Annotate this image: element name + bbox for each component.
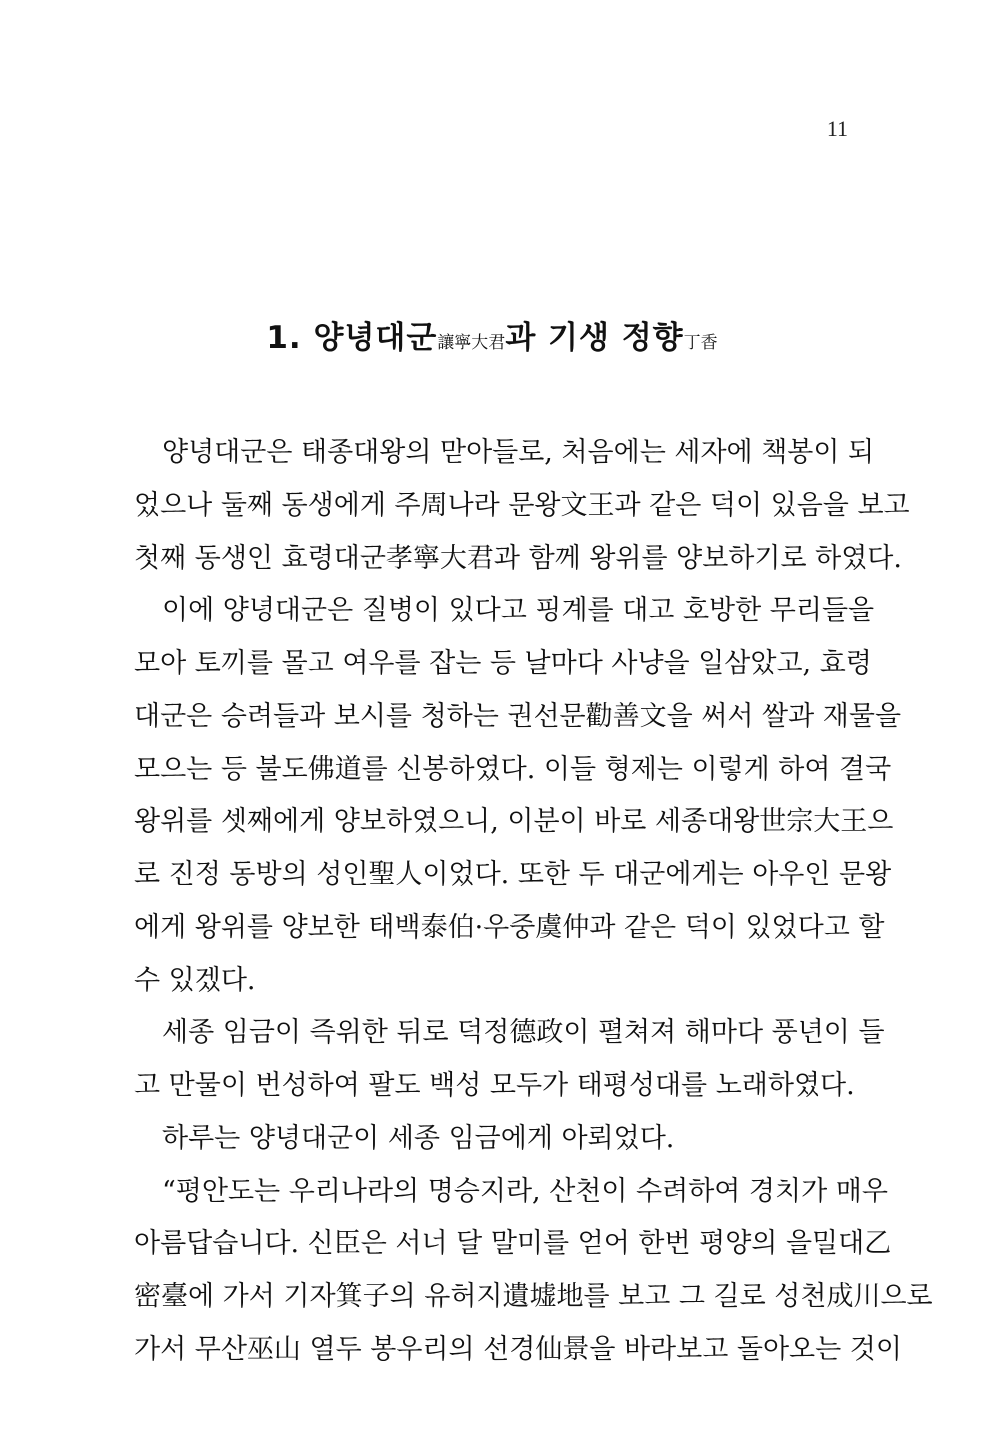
- text-line: “평안도는 우리나라의 명승지라, 산천이 수려하여 경치가 매우: [162, 1175, 888, 1207]
- text-line: 세종 임금이 즉위한 뒤로 덕정德政이 펼쳐져 해마다 풍년이 들: [162, 1017, 885, 1049]
- text-line: 로 진정 동방의 성인聖人이었다. 또한 두 대군에게는 아우인 문왕: [134, 859, 892, 890]
- text-line: 첫째 동생인 효령대군孝寧大君과 함께 왕위를 양보하기로 하였다.: [134, 542, 902, 574]
- text-line: 수 있겠다.: [134, 964, 256, 996]
- text-line: 었으나 둘째 동생에게 주周나라 문왕文王과 같은 덕이 있음을 보고: [134, 489, 910, 521]
- page-number: 11: [826, 116, 848, 141]
- chapter-number: 1.: [266, 320, 302, 356]
- paragraph-1: [134, 427, 910, 585]
- text-line: 가서 무산巫山 열두 봉우리의 선경仙景을 바라보고 돌아오는 것이: [134, 1333, 902, 1365]
- chapter-title-part2: 과 기생 정향: [505, 320, 684, 356]
- text-line: 하루는 양녕대군이 세종 임금에게 아뢰었다.: [162, 1122, 675, 1154]
- text-line: 密臺에 가서 기자箕子의 유허지遺墟地를 보고 그 길로 성천成川으로: [134, 1281, 933, 1312]
- text-line: 모아 토끼를 몰고 여우를 잡는 등 날마다 사냥을 일삼았고, 효령: [134, 648, 872, 679]
- text-line: 아름답습니다. 신臣은 서너 달 말미를 얻어 한번 평양의 을밀대乙: [134, 1228, 892, 1260]
- paragraph-5: [134, 1166, 933, 1377]
- body-text: [134, 427, 933, 1377]
- chapter-title: [0, 312, 984, 357]
- chapter-title-part1: 양녕대군: [313, 320, 438, 356]
- text-line: 이에 양녕대군은 질병이 있다고 핑계를 대고 호방한 무리들을: [162, 595, 875, 627]
- text-line: 대군은 승려들과 보시를 청하는 권선문勸善文을 써서 쌀과 재물을: [134, 700, 902, 732]
- text-line: 모으는 등 불도佛道를 신봉하였다. 이들 형제는 이렇게 하여 결국: [134, 753, 892, 785]
- paragraph-4: [134, 1113, 852, 1166]
- chapter-title-hanja2: 丁香: [683, 333, 718, 353]
- text-line: 고 만물이 번성하여 팔도 백성 모두가 태평성대를 노래하였다.: [134, 1070, 855, 1101]
- paragraph-3: [134, 1007, 885, 1113]
- paragraph-2: [134, 585, 902, 1007]
- chapter-title-hanja1: 讓寧大君: [437, 333, 506, 353]
- text-line: 에게 왕위를 양보한 태백泰伯·우중虞仲과 같은 덕이 있었다고 할: [134, 911, 885, 943]
- text-line: 왕위를 셋째에게 양보하였으니, 이분이 바로 세종대왕世宗大王으: [134, 806, 894, 838]
- text-line: 양녕대군은 태종대왕의 맏아들로, 처음에는 세자에 책봉이 되: [162, 437, 875, 468]
